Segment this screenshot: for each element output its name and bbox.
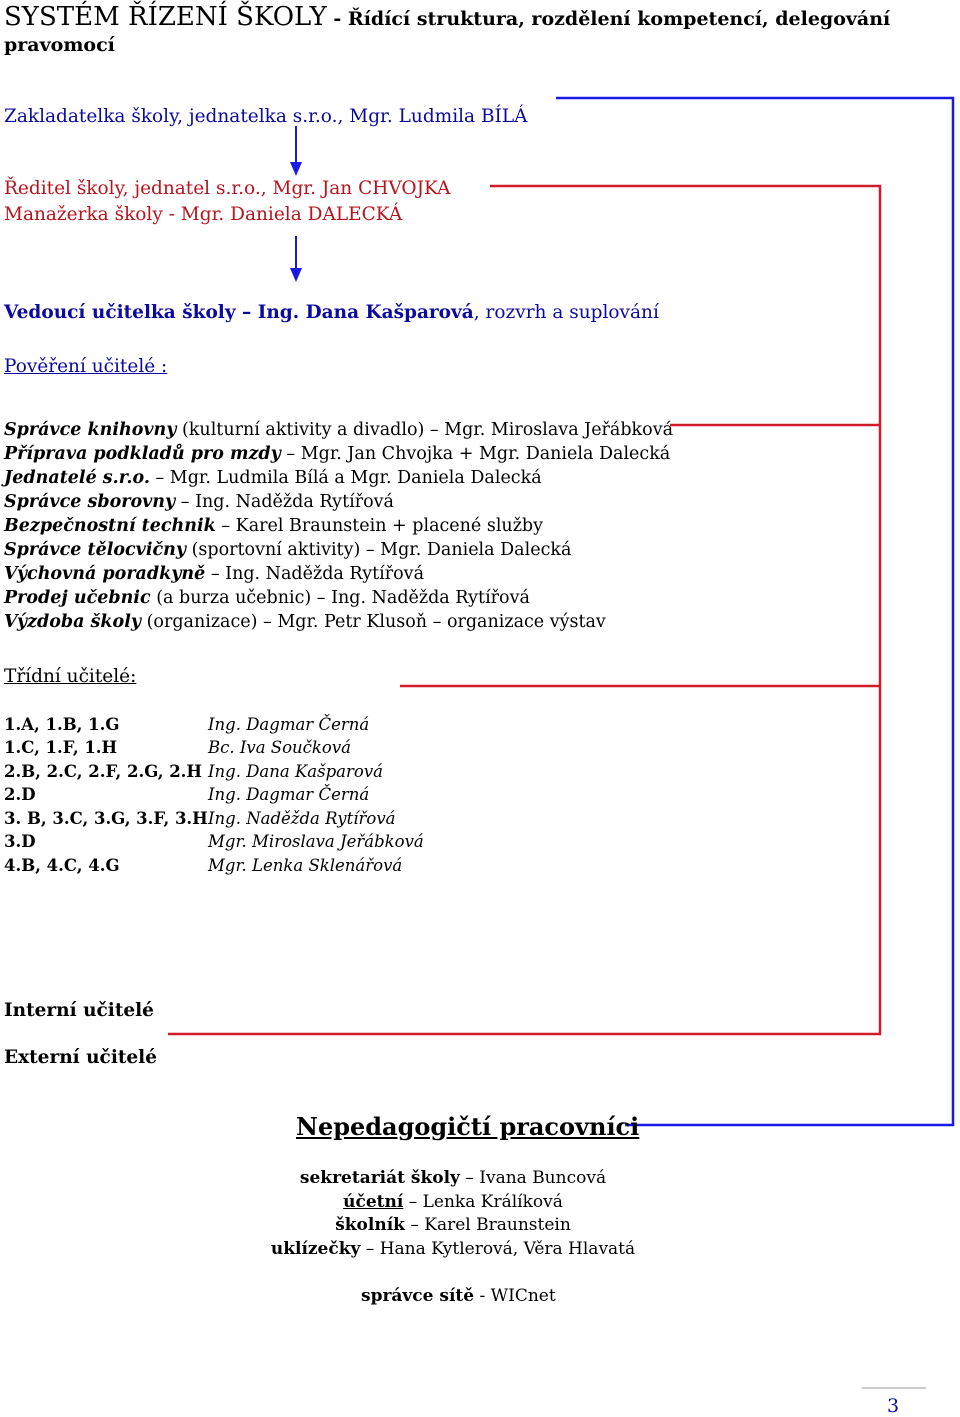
role-item bbox=[4, 516, 543, 536]
blue-outer-bracket bbox=[556, 98, 953, 1125]
arrow-manager-to-head bbox=[290, 236, 302, 282]
role-name: Příprava podkladů pro mzdy bbox=[4, 444, 281, 464]
class-list: 1.A, 1.B, 1.G bbox=[4, 715, 120, 734]
role-name: Výzdoba školy bbox=[4, 612, 142, 632]
staff-role: sekretariát školy bbox=[299, 1168, 460, 1188]
class-list: 2.B, 2.C, 2.F, 2.G, 2.H bbox=[4, 762, 203, 781]
class-teachers-heading: Třídní učitelé: bbox=[4, 666, 137, 687]
page-title bbox=[4, 2, 890, 34]
role-item bbox=[4, 468, 542, 488]
class-teacher: Ing. Naděžda Rytířová bbox=[208, 809, 396, 828]
class-teacher: Ing. Dagmar Černá bbox=[208, 715, 370, 734]
title-main: SYSTÉM ŘÍZENÍ ŠKOLY bbox=[4, 2, 327, 32]
role-item bbox=[4, 588, 530, 608]
staff-item bbox=[230, 1239, 676, 1259]
staff-item bbox=[230, 1192, 676, 1212]
title-subtitle: Řídící struktura, rozdělení kompetencí, delegování bbox=[347, 8, 891, 30]
staff-detail: – Lenka Králíková bbox=[403, 1192, 563, 1212]
role-name: Výchovná poradkyně bbox=[4, 564, 206, 584]
staff-item bbox=[230, 1168, 676, 1188]
role-item bbox=[4, 444, 670, 464]
role-detail: (kulturní aktivity a divadlo) – Mgr. Miroslava Jeřábková bbox=[176, 420, 674, 440]
role-name: Bezpečnostní technik bbox=[4, 516, 216, 536]
role-detail: – Mgr. Jan Chvojka + Mgr. Daniela Dalecká bbox=[280, 444, 671, 464]
class-teacher: Ing. Dagmar Černá bbox=[208, 785, 370, 804]
role-item bbox=[4, 540, 571, 560]
role-item bbox=[4, 564, 424, 584]
role-item bbox=[4, 420, 673, 440]
role-name: Správce sborovny bbox=[4, 492, 176, 512]
role-name: Správce tělocvičny bbox=[4, 540, 187, 560]
staff-detail: – Karel Braunstein bbox=[404, 1215, 571, 1235]
class-list: 4.B, 4.C, 4.G bbox=[4, 856, 120, 875]
role-item bbox=[4, 612, 606, 632]
staff-role: účetní bbox=[343, 1192, 404, 1212]
staff-item bbox=[361, 1286, 556, 1306]
director-line: Ředitel školy, jednatel s.r.o., Mgr. Jan CHVOJKA bbox=[4, 178, 451, 199]
role-detail: – Mgr. Ludmila Bílá a Mgr. Daniela Dalecká bbox=[149, 468, 542, 488]
class-teacher: Mgr. Lenka Sklenářová bbox=[208, 856, 403, 875]
manager-line: Manažerka školy - Mgr. Daniela DALECKÁ bbox=[4, 204, 403, 225]
class-teacher: Bc. Iva Součková bbox=[208, 738, 351, 757]
internal-teachers-label: Interní učitelé bbox=[4, 1000, 154, 1021]
head-teacher-label: Vedoucí učitelka školy – Ing. Dana Kašparová bbox=[4, 302, 474, 323]
founder-line: Zakladatelka školy, jednatelka s.r.o., Mgr. Ludmila BÍLÁ bbox=[4, 106, 528, 127]
head-teacher-line bbox=[4, 302, 659, 323]
class-list: 1.C, 1.F, 1.H bbox=[4, 738, 118, 757]
staff-role: školník bbox=[335, 1215, 405, 1235]
page-number: 3 bbox=[887, 1395, 900, 1417]
title-subtitle-line2: pravomocí bbox=[4, 34, 115, 56]
role-detail: (sportovní aktivity) – Mgr. Daniela Dalecká bbox=[186, 540, 572, 560]
arrow-founder-to-director bbox=[290, 126, 302, 176]
role-detail: (a burza učebnic) – Ing. Naděžda Rytířová bbox=[150, 588, 530, 608]
role-detail: – Ing. Naděžda Rytířová bbox=[205, 564, 424, 584]
role-item bbox=[4, 492, 394, 512]
staff-role: uklízečky bbox=[270, 1239, 361, 1259]
staff-detail: – Ivana Buncová bbox=[459, 1168, 607, 1188]
title-separator: - bbox=[326, 8, 348, 30]
role-name: Jednatelé s.r.o. bbox=[4, 468, 150, 488]
class-teacher: Mgr. Miroslava Jeřábková bbox=[208, 832, 424, 851]
external-teachers-label: Externí učitelé bbox=[4, 1047, 157, 1068]
staff-role: správce sítě bbox=[361, 1286, 475, 1306]
delegated-heading: Pověření učitelé : bbox=[4, 356, 168, 377]
class-teacher: Ing. Dana Kašparová bbox=[208, 762, 383, 781]
class-list: 3.D bbox=[4, 832, 36, 851]
non-pedagogical-heading: Nepedagogičtí pracovníci bbox=[296, 1112, 640, 1141]
class-list: 2.D bbox=[4, 785, 36, 804]
staff-item bbox=[230, 1215, 676, 1235]
class-list: 3. B, 3.C, 3.G, 3.F, 3.H bbox=[4, 809, 208, 828]
head-teacher-rest: , rozvrh a suplování bbox=[473, 302, 659, 323]
staff-detail: – Hana Kytlerová, Věra Hlavatá bbox=[360, 1239, 636, 1259]
role-name: Správce knihovny bbox=[4, 420, 177, 440]
role-detail: (organizace) – Mgr. Petr Klusoň – organizace výstav bbox=[141, 612, 606, 632]
role-detail: – Karel Braunstein + placené služby bbox=[215, 516, 544, 536]
staff-detail: - WICnet bbox=[474, 1286, 556, 1306]
role-detail: – Ing. Naděžda Rytířová bbox=[175, 492, 394, 512]
role-name: Prodej učebnic bbox=[4, 588, 151, 608]
